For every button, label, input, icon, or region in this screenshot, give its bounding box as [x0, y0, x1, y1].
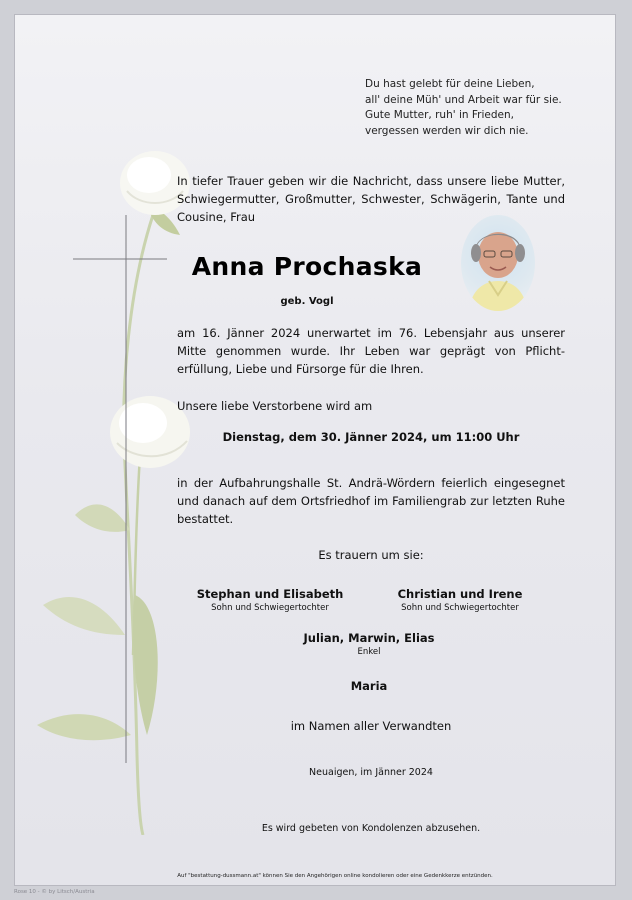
- rose-stem: [124, 215, 153, 835]
- mourner-group: [269, 679, 469, 693]
- maiden-name: geb. Vogl: [280, 296, 334, 307]
- deceased-name: Anna Prochaska: [191, 252, 423, 281]
- mourner-names: Julian, Marwin, Elias: [303, 631, 435, 645]
- funeral-date: Dienstag, dem 30. Jänner 2024, um 11:00 Uhr: [222, 430, 520, 444]
- leaf: [43, 597, 125, 635]
- mourner-group: [375, 587, 545, 613]
- condolence-note: Es wird gebeten von Kondolenzen abzusehen.: [261, 823, 481, 834]
- death-announcement: am 16. Jänner 2024 unerwartet im 76. Lebensjahr aus unserer Mitte genommen wurde. Ihr Leben war geprägt von Pflicht-erfüllung, Liebe und Fürsorge für die Ihren.: [177, 326, 565, 376]
- funeral-intro: Unsere liebe Verstorbene wird am: [177, 399, 373, 413]
- mourner-names: Maria: [350, 679, 388, 693]
- footer-note: Auf "bestattung-dussmann.at" können Sie den Angehörigen online kondolieren oder eine Gedenkkerze entzünden.: [177, 873, 493, 879]
- poem-line: Du hast gelebt für deine Lieben,: [365, 78, 535, 90]
- poem-line: vergessen werden wir dich nie.: [365, 124, 529, 137]
- mourner-group: [269, 631, 469, 657]
- poem-line: Gute Mutter, ruh' in Frieden,: [365, 109, 514, 121]
- poem: [365, 77, 585, 139]
- mourner-relation: Sohn und Schwiegertochter: [401, 603, 519, 613]
- mourner-group: [185, 587, 355, 613]
- leaf: [37, 714, 131, 740]
- portrait-photo: [461, 215, 535, 311]
- all-relatives-text: im Namen aller Verwandten: [290, 719, 452, 733]
- place-date: Neuaigen, im Jänner 2024: [309, 767, 433, 778]
- leaf: [75, 504, 130, 532]
- mourner-names: Stephan und Elisabeth: [196, 587, 344, 601]
- intro-text: In tiefer Trauer geben wir die Nachricht, dass unsere liebe Mutter, Schwiegermutter, Großmutter, Schwester, Schwägerin, Tante und Cousine, Frau: [177, 174, 565, 224]
- poem-line: all' deine Müh' und Arbeit war für sie.: [365, 93, 562, 106]
- obituary-card: [14, 14, 616, 886]
- mourner-relation: Enkel: [357, 647, 381, 657]
- mourner-names: Christian und Irene: [397, 587, 523, 601]
- funeral-details: in der Aufbahrungshalle St. Andrä-Wördern feierlich eingesegnet und danach auf dem Ortsfriedhof im Familiengrab zur letzten Ruhe bestattet.: [177, 476, 565, 526]
- mourners-heading: Es trauern um sie:: [318, 548, 424, 562]
- image-credit: Rose 10 - © by Litsch/Austria: [14, 889, 95, 895]
- rose-illustration: [35, 135, 195, 835]
- mourner-relation: Sohn und Schwiegertochter: [211, 603, 329, 613]
